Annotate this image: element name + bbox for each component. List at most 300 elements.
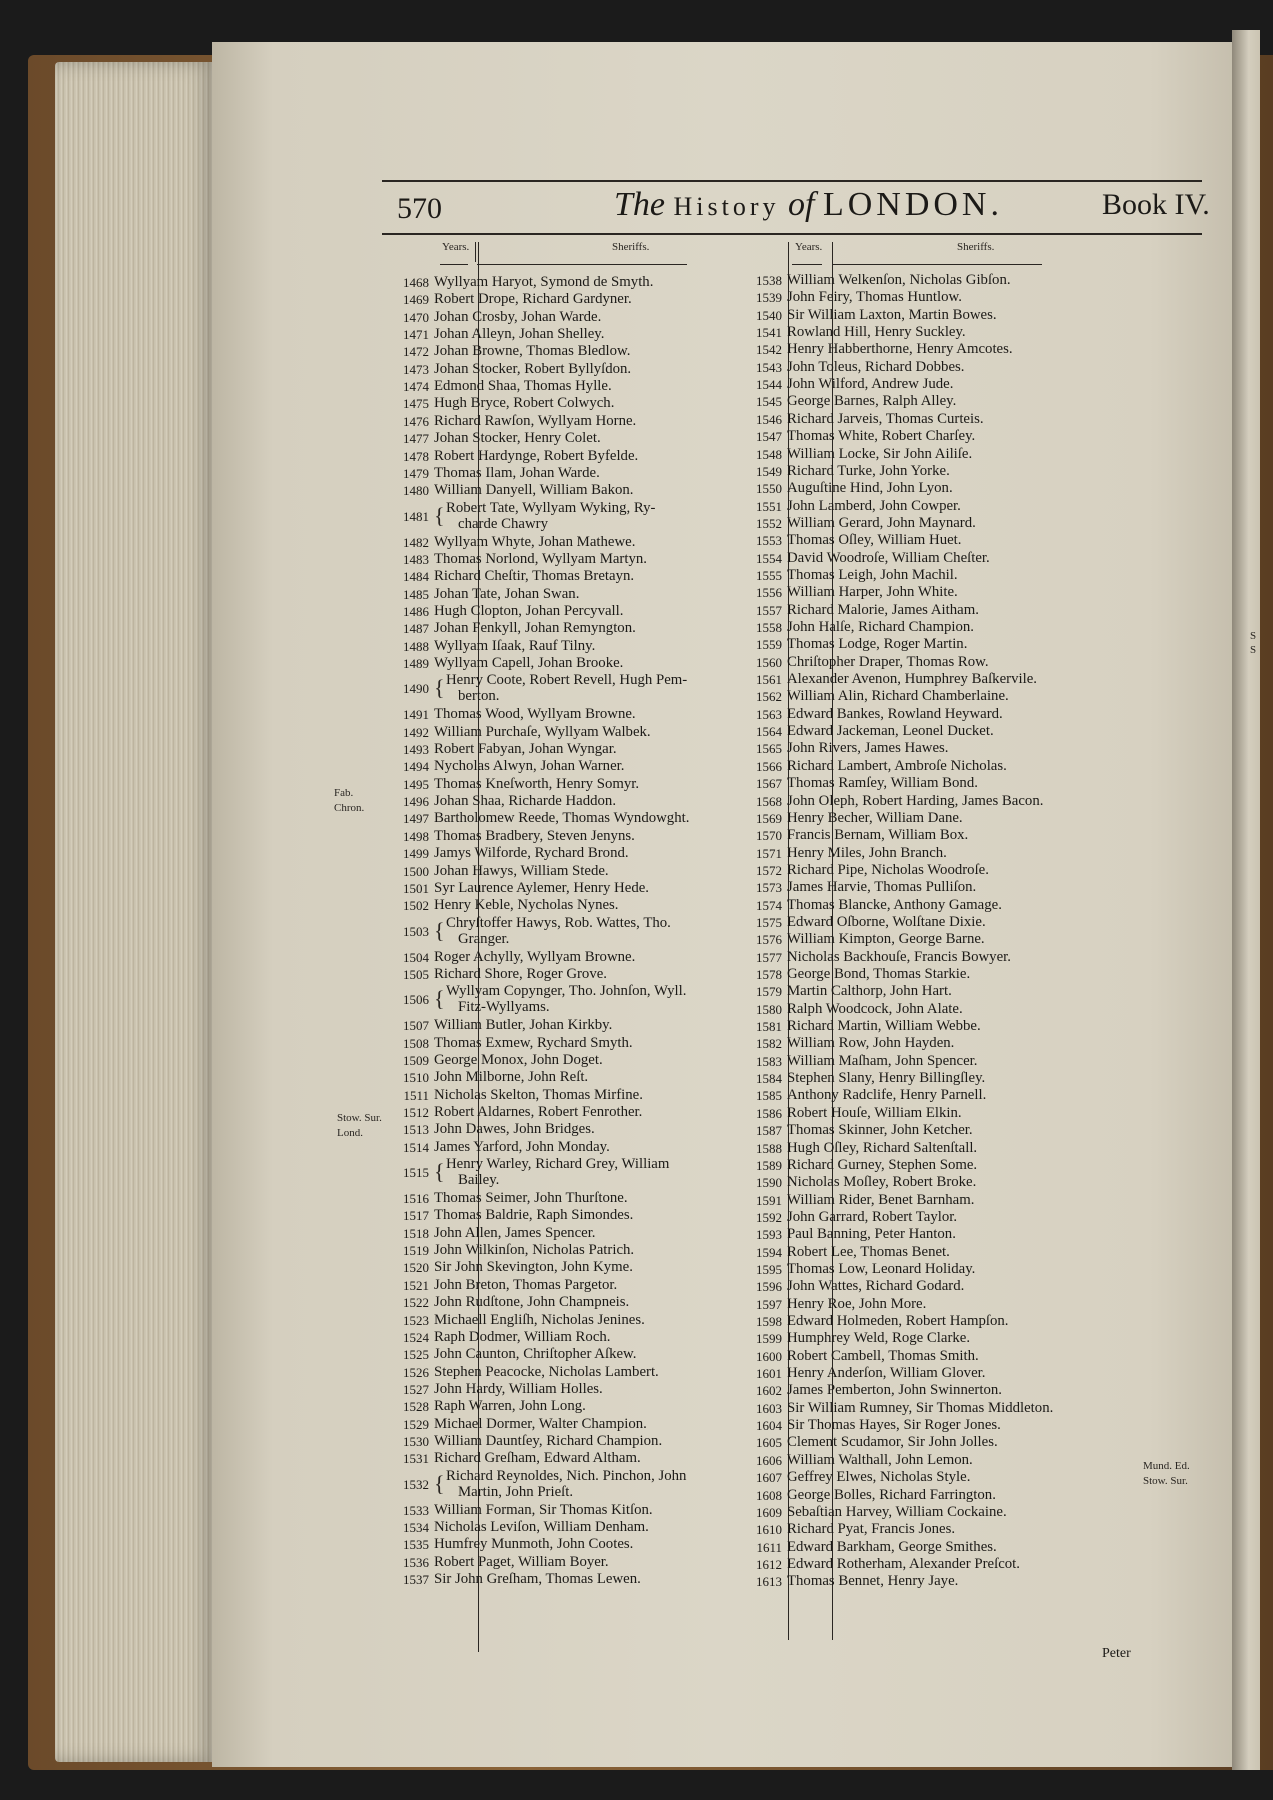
year-cell: 1563 [756,706,782,722]
sheriffs-cell: Thomas Low, Leonard Holiday. [787,1260,976,1277]
sheriff-row [740,654,989,671]
year-cell: 1607 [756,1470,782,1486]
sheriff-row [387,706,636,723]
year-cell: 1537 [403,1572,429,1588]
sheriffs-cell: Robert Aldarnes, Robert Fenrother. [434,1104,643,1120]
sheriff-row [387,949,635,966]
sheriff-row [740,931,985,948]
year-cell: 1518 [403,1225,429,1241]
sheriff-row [387,1468,686,1502]
year-cell: 1490 [403,681,429,697]
sheriff-row [740,446,972,463]
margin-note-chron: Chron. [334,802,365,814]
sheriffs-cell: Richard Turke, John Yorke. [787,462,950,479]
year-cell: 1497 [403,811,429,827]
sheriff-row [387,1259,633,1276]
sheriff-row [740,636,967,653]
sheriffs-line-2: Martin, John Prieſt. [458,1483,574,1500]
sheriff-row [740,393,956,410]
year-cell: 1600 [756,1348,782,1364]
year-cell: 1501 [403,880,429,896]
sheriffs-cell: William Danyell, William Bakon. [434,482,634,499]
sheriffs-cell: Humfrey Munmoth, John Cootes. [434,1536,634,1553]
sheriff-row [387,1294,629,1311]
sheriff-row [740,758,1007,775]
year-cell: 1470 [403,309,429,325]
year-cell: 1507 [403,1018,429,1034]
sheriffs-cell: John Milborne, John Reſt. [434,1069,589,1086]
sheriffs-cell: Syr Laurence Aylemer, Henry Hede. [434,879,649,896]
year-cell: 1597 [756,1296,782,1312]
sheriff-row [387,776,639,793]
sheriff-row [387,1225,596,1242]
sheriffs-cell: Robert Fabyan, Johan Wyngar. [434,741,617,758]
year-cell: 1549 [756,463,782,479]
sheriff-row [387,274,653,291]
brace-mark: { [434,986,445,1012]
year-cell: 1491 [403,707,429,723]
sheriffs-cell: William Dauntſey, Richard Champion. [434,1432,663,1449]
year-cell: 1508 [403,1035,429,1051]
sheriff-row [740,1556,1020,1573]
sheriff-row [740,723,994,740]
sheriff-row [740,324,966,341]
year-cell: 1547 [756,429,782,445]
year-cell: 1541 [756,325,782,341]
sheriffs-cell: Edward Barkham, George Smithes. [787,1538,997,1555]
sheriff-row [387,915,671,949]
sheriffs-cell: Richard Jarveis, Thomas Curteis. [787,410,984,427]
year-cell: 1584 [756,1071,782,1087]
sheriffs-cell: Thomas Ramſey, William Bond. [787,775,978,792]
sheriffs-cell: Nicholas Moſley, Robert Broke. [787,1174,977,1191]
sheriffs-cell: Stephen Slany, Henry Billingſley. [787,1070,986,1087]
year-cell: 1531 [403,1451,429,1467]
year-cell: 1515 [403,1165,429,1181]
year-cell: 1510 [403,1070,429,1086]
year-cell: 1585 [756,1088,782,1104]
page-edges [55,62,215,1762]
year-cell: 1516 [403,1191,429,1207]
sheriffs-cell: George Bolles, Richard Farrington. [787,1486,996,1503]
year-cell: 1468 [403,275,429,290]
year-cell: 1596 [756,1279,782,1295]
sheriff-row [387,1104,642,1121]
sheriff-row [387,655,623,672]
sheriffs-cell: Nicholas Leviſon, William Denham. [434,1519,649,1535]
year-cell: 1589 [756,1157,782,1173]
sheriffs-cell: George Monox, John Doget. [434,1051,603,1068]
sheriffs-cell: John Dawes, John Bridges. [434,1121,595,1138]
year-cell: 1557 [756,602,782,618]
sheriff-row [740,1209,957,1226]
sheriffs-cell: Johan Tate, Johan Swan. [434,585,580,602]
sheriff-row [387,430,601,447]
sheriff-row [740,688,1009,705]
year-cell: 1520 [403,1260,429,1276]
sheriffs-cell: Sebaſtian Harvey, William Cockaine. [787,1503,1007,1520]
sheriff-row [387,638,595,655]
sheriffs-cell: Ralph Woodcock, John Alate. [787,1000,963,1017]
year-cell: 1608 [756,1487,782,1503]
year-cell: 1526 [403,1364,429,1380]
sheriff-row [387,1190,628,1207]
sheriffs-cell: Johan Hawys, William Stede. [434,862,609,879]
sheriff-row [740,1313,1009,1330]
sheriff-row [740,532,961,549]
year-cell: 1494 [403,759,429,775]
sheriffs-line-2: Fitz-Wyllyams. [458,999,550,1016]
sheriffs-cell: Raph Warren, John Long. [434,1398,586,1415]
sheriffs-cell: William Locke, Sir John Ailiſe. [787,445,973,462]
year-cell: 1567 [756,776,782,792]
sheriff-row [387,1312,645,1329]
year-cell: 1605 [756,1435,782,1451]
title-the: The [614,186,665,223]
sheriffs-cell: James Harvie, Thomas Pulliſon. [787,879,977,896]
sheriff-row [740,1348,979,1365]
year-cell: 1542 [756,342,782,358]
sheriffs-cell: William Gerard, John Maynard. [787,514,976,531]
year-cell: 1601 [756,1366,782,1382]
sheriffs-cell: Auguſtine Hind, John Lyon. [787,480,953,497]
year-cell: 1550 [756,481,782,497]
sheriff-row [740,966,970,983]
sheriffs-cell: Thomas Skinner, John Ketcher. [787,1122,973,1139]
sheriffs-cell: John Garrard, Robert Taylor. [787,1208,958,1225]
sheriff-row [387,1416,647,1433]
year-cell: 1496 [403,794,429,810]
margin-note-lond: Lond. [337,1127,363,1139]
sheriffs-cell: Edward Holmeden, Robert Hampſon. [787,1313,1009,1329]
sheriffs-cell: Francis Bernam, William Box. [787,827,969,844]
brace-mark: { [434,1470,445,1496]
sheriff-row [740,602,979,619]
sheriffs-cell: Edward Rotherham, Alexander Preſcot. [787,1555,1020,1572]
year-cell: 1480 [403,483,429,499]
year-cell: 1580 [756,1001,782,1017]
sheriffs-cell: Richard Gurney, Stephen Some. [787,1156,978,1173]
year-cell: 1471 [403,327,429,343]
sheriffs-cell: Thomas White, Robert Charſey. [787,428,976,445]
sheriffs-line-1: Chryſtoffer Hawys, Rob. Wattes, Tho. [446,914,671,931]
sheriffs-line-2: Bailey. [458,1172,500,1189]
sheriff-row [387,361,631,378]
year-cell: 1560 [756,654,782,670]
sheriffs-cell: Thomas Kneſworth, Henry Somyr. [434,775,640,792]
year-cell: 1539 [756,290,782,306]
sheriffs-cell: Richard Malorie, James Aitham. [787,601,979,618]
year-cell: 1498 [403,828,429,844]
sheriffs-cell: Richard Pipe, Nicholas Woodroſe. [787,861,989,878]
sheriffs-cell: Robert Houſe, William Elkin. [787,1104,962,1121]
year-cell: 1575 [756,914,782,930]
sheriff-row [387,1329,611,1346]
year-cell: 1489 [403,656,429,671]
sheriffs-cell: Hugh Oſley, Richard Saltenſtall. [787,1139,978,1156]
sheriffs-cell: William Harper, John White. [787,584,958,601]
sheriffs-cell: William Walthall, John Lemon. [787,1451,973,1468]
sheriff-row [387,1069,588,1086]
sheriff-row [387,1502,653,1519]
year-cell: 1534 [403,1520,429,1535]
next-page-fragment: S [1250,630,1257,642]
sheriffs-cell: William Row, John Hayden. [787,1035,955,1052]
sheriff-row [387,1277,617,1294]
year-cell: 1514 [403,1139,429,1155]
sheriff-row [740,1174,976,1191]
year-cell: 1606 [756,1452,782,1468]
year-cell: 1517 [403,1208,429,1224]
sheriff-row [740,793,1043,810]
sheriff-row [387,291,632,308]
year-cell: 1522 [403,1295,429,1311]
sheriffs-cell: Johan Fenkyll, Johan Remyngton. [434,620,636,637]
running-title [614,186,1003,224]
sheriff-row [740,307,997,324]
sheriffs-cell: William Forman, Sir Thomas Kitſon. [434,1501,653,1518]
year-cell: 1504 [403,949,429,965]
sheriff-row [740,428,975,445]
year-cell: 1485 [403,586,429,602]
year-cell: 1583 [756,1053,782,1069]
sheriffs-cell: Hugh Bryce, Robert Colwych. [434,395,615,412]
year-cell: 1552 [756,515,782,531]
sheriffs-cell: Robert Cambell, Thomas Smith. [787,1347,979,1364]
sheriffs-cell: Henry Miles, John Branch. [787,844,947,861]
sheriffs-cell: Jamys Wilforde, Rychard Brond. [434,845,629,862]
year-cell: 1610 [756,1522,782,1538]
sheriff-row [740,671,1037,688]
catchword: Peter [1102,1646,1131,1661]
sheriffs-line-2: charde Chawry [458,515,548,532]
sheriff-row [387,1156,669,1190]
sheriffs-cell [434,915,671,947]
year-cell: 1499 [403,846,429,862]
year-cell: 1565 [756,741,782,757]
sheriff-row [740,550,990,567]
year-cell: 1530 [403,1433,429,1449]
sheriffs-cell: George Barnes, Ralph Alley. [787,393,957,410]
sheriff-row [740,775,978,792]
sheriffs-cell: Henry Keble, Nycholas Nynes. [434,897,619,914]
year-cell: 1598 [756,1314,782,1329]
sheriffs-cell: Robert Hardynge, Robert Byfelde. [434,447,639,464]
sheriff-row [387,1571,641,1588]
sheriffs-cell: James Yarford, John Monday. [434,1138,610,1155]
sheriffs-heading-left: Sheriffs. [612,241,650,253]
sheriff-row [387,1207,633,1224]
sheriffs-cell: John Wattes, Richard Godard. [787,1278,965,1295]
sheriffs-cell: John Rivers, James Hawes. [787,740,949,757]
margin-note-stow-sur: Stow. Sur. [1143,1475,1188,1487]
sheriff-row [740,1434,998,1451]
title-london: LONDON. [822,186,1003,223]
sheriff-row [387,828,635,845]
year-cell: 1566 [756,758,782,774]
brace-mark: { [434,917,445,943]
sheriff-row [387,758,624,775]
sheriffs-cell: James Pemberton, John Swinnerton. [787,1382,1002,1399]
sheriff-row [740,879,976,896]
sheriffs-cell: Johan Browne, Thomas Bledlow. [434,343,631,360]
sheriff-row [740,740,949,757]
sheriffs-cell: Robert Paget, William Boyer. [434,1553,609,1570]
sheriff-row [740,1001,963,1018]
year-cell: 1482 [403,534,429,550]
sheriffs-cell: Stephen Peacocke, Nicholas Lambert. [434,1363,659,1380]
sheriff-row [387,1536,633,1553]
sheriffs-cell: Wyllyam Whyte, Johan Mathewe. [434,533,636,550]
year-cell: 1479 [403,465,429,481]
year-cell: 1604 [756,1418,782,1434]
sheriffs-cell: Thomas Wood, Wyllyam Browne. [434,706,636,723]
sheriff-row [740,376,953,393]
sheriffs-cell: Johan Stocker, Robert Byllyſdon. [434,360,632,377]
sheriffs-cell [434,672,687,704]
year-cell: 1540 [756,307,782,323]
year-cell: 1535 [403,1537,429,1553]
sheriffs-cell: Thomas Norlond, Wyllyam Martyn. [434,550,647,567]
sheriffs-cell: Michaell Engliſh, Nicholas Jenines. [434,1311,645,1328]
year-cell: 1570 [756,828,782,844]
sheriffs-cell: Thomas Baldrie, Raph Simondes. [434,1207,634,1224]
year-cell: 1558 [756,620,782,635]
sheriffs-cell: William Welkenſon, Nicholas Gibſon. [787,272,1011,288]
year-cell: 1556 [756,585,782,601]
sheriffs-cell: William Maſham, John Spencer. [787,1052,978,1069]
sheriffs-cell: John Breton, Thomas Pargetor. [434,1276,618,1293]
sheriff-row [740,411,984,428]
sheriff-row [387,603,623,620]
brace-mark: { [434,1159,445,1185]
sheriff-row [387,551,647,568]
sheriffs-cell: Michael Dormer, Walter Champion. [434,1415,647,1432]
title-history: History [673,192,780,221]
year-cell: 1554 [756,550,782,566]
brace-mark: { [434,502,445,528]
year-cell: 1528 [403,1399,429,1415]
sheriffs-cell: John Lamberd, John Cowper. [787,497,961,514]
year-cell: 1562 [756,689,782,705]
sheriff-row [740,619,974,636]
sheriff-row [740,845,947,862]
sheriff-row [387,1519,649,1536]
sheriff-row [387,309,601,326]
sheriffs-cell: Richard Shore, Roger Grove. [434,965,607,982]
sheriff-row [740,1087,986,1104]
sheriff-row [740,914,986,931]
sheriffs-cell: Geffrey Elwes, Nicholas Style. [787,1469,971,1486]
year-cell: 1536 [403,1554,429,1570]
sheriff-row [387,465,600,482]
sheriff-row [740,341,1013,358]
sheriffs-cell: Clement Scudamor, Sir John Jolles. [787,1434,998,1451]
year-cell: 1572 [756,862,782,878]
sheriff-row [740,480,953,497]
sheriff-row [387,1017,612,1034]
sheriffs-line-1: Wyllyam Copynger, Tho. Johnſon, Wyll. [446,983,687,1000]
sheriffs-cell [434,500,655,532]
sheriff-row [740,1521,955,1538]
sheriffs-cell: Thomas Exmew, Rychard Smyth. [434,1034,633,1051]
year-cell: 1581 [756,1019,782,1035]
sheriffs-cell: Rowland Hill, Henry Suckley. [787,324,966,341]
year-cell: 1545 [756,394,782,410]
running-header [382,182,1210,232]
year-cell: 1592 [756,1209,782,1225]
sheriff-row [740,983,952,1000]
sheriff-row [387,482,634,499]
year-cell: 1527 [403,1381,429,1397]
year-cell: 1609 [756,1504,782,1520]
sheriff-row [387,326,604,343]
sheriffs-cell: Johan Shaa, Richarde Haddon. [434,793,617,810]
sheriffs-cell: Wyllyam Iſaak, Rauf Tilny. [434,637,596,654]
sheriff-row [387,1364,659,1381]
sheriff-row [387,983,686,1017]
sheriffs-cell: Thomas Bennet, Henry Jaye. [787,1573,959,1590]
sheriffs-cell: John Oleph, Robert Harding, James Bacon. [787,792,1044,809]
sheriffs-cell: Sir Thomas Hayes, Sir Roger Jones. [787,1417,1001,1434]
sheriff-row [387,672,687,706]
header-rule-bottom [382,233,1202,235]
year-cell: 1551 [756,498,782,514]
sheriff-row [387,1087,643,1104]
sheriffs-cell: John Hardy, William Holles. [434,1380,603,1397]
margin-note-mund: Mund. Ed. [1143,1460,1190,1472]
sheriffs-cell: John Feiry, Thomas Huntlow. [787,289,962,306]
year-cell: 1573 [756,880,782,896]
sheriff-row [740,1157,977,1174]
sheriffs-cell: Bartholomew Reede, Thomas Wyndowght. [434,810,690,827]
sheriffs-cell: Henry Roe, John More. [787,1295,927,1312]
sheriff-row [740,1053,978,1070]
year-cell: 1543 [756,359,782,375]
sheriffs-cell: Johan Crosby, Johan Warde. [434,308,602,325]
year-cell: 1505 [403,966,429,982]
sheriffs-cell: John Allen, James Spencer. [434,1224,596,1241]
sheriffs-cell: Johan Alleyn, Johan Shelley. [434,326,605,343]
year-cell: 1571 [756,845,782,861]
sheriffs-cell: Richard Martin, William Webbe. [787,1018,981,1035]
sheriffs-cell: John Toleus, Richard Dobbes. [787,358,965,375]
years-heading-right: Years. [795,241,823,253]
sheriff-row [740,584,958,601]
year-cell: 1523 [403,1312,429,1328]
sheriffs-cell: William Purchaſe, Wyllyam Walbek. [434,723,651,740]
year-cell: 1591 [756,1192,782,1208]
book-label: Book IV. [1102,188,1210,221]
sheriff-row [387,343,630,360]
sheriffs-cell: Richard Lambert, Ambroſe Nicholas. [787,757,1007,774]
sheriffs-cell: Henry Anderſon, William Glover. [787,1365,986,1382]
year-cell: 1538 [756,273,782,288]
sheriff-row [740,1140,977,1157]
sheriffs-cell: John Rudſtone, John Champneis. [434,1294,630,1311]
year-cell: 1569 [756,810,782,826]
sheriff-row [387,966,607,983]
year-cell: 1519 [403,1243,429,1259]
sheriffs-cell: Thomas Seimer, John Thurſtone. [434,1190,628,1207]
year-cell: 1477 [403,431,429,447]
year-cell: 1582 [756,1036,782,1052]
year-cell: 1493 [403,742,429,758]
year-cell: 1521 [403,1277,429,1293]
year-cell: 1506 [403,992,429,1008]
sheriff-row [387,1381,603,1398]
margin-note-stow: Stow. Sur. [337,1112,382,1124]
